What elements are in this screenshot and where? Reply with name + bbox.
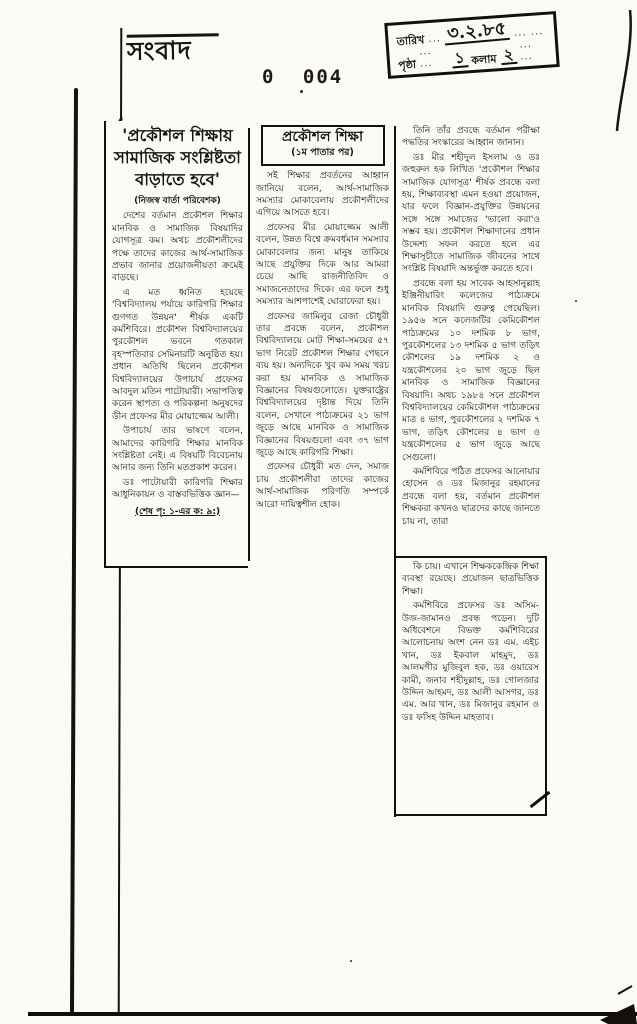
- column-3-body: [402, 125, 540, 528]
- page-bottom-edge: [28, 1012, 637, 1016]
- paragraph: প্রফেসর জামিলুর রেজা চৌধুরী তার প্রবন্ধে বলেন, প্রকৌশল বিশ্ববিদ্যালয়ে মোট শিক্ষা-সময়ের ৫৭ ভাগ নিরেট প্রকৌশল শিক্ষার পেছনে ব্যয় হয়। অন্যদিকে খুব কম সময় খরচ করা হয় মানবিক ও সামাজিক বিজ্ঞানের বিষয়গুলোতে। যুক্তরাষ্ট্রের বিশ্ববিদ্যালয়ের দৃষ্টান্ত দিয়ে তিনি বলেন, সেখানে পাঠ্যক্রমের ২১ ভাগ জুড়ে আছে মানবিক ও সামাজিক বিজ্ঞানের বিষয়গুলো এবং ৩৭ ভাগ জুড়ে আছে কারিগরি শিক্ষা।: [256, 311, 389, 459]
- date-label: তারিখ: [396, 33, 425, 49]
- dotted-leader: ... ...: [519, 38, 534, 63]
- column-divider-rule: [248, 128, 250, 561]
- jump-head-title: প্রকৌশল শিক্ষা: [281, 129, 364, 145]
- paragraph: এ মত ধ্বনিত হয়েছে 'বিশ্ববিদ্যালয় পর্যায়ে কারিগরি শিক্ষার গুণগত উন্নয়ন' শীর্ষক একটি কর্মশিবিরে। প্রকৌশল বিশ্ববিদ্যালয়ের পুরকৌশল ভবনে গতকাল বৃহস্পতিবার সেমিনারটি অনুষ্ঠিত হয়। প্রধান অতিথি ছিলেন প্রকৌশল বিশ্ববিদ্যালয়ের উপাচার্য প্রফেসর আবদুল মতিন পাটোয়ারী। সভাপতিত্ব করেন স্থাপত্য ও পরিকল্পনা অনুষদের ডীন প্রফেসর মীর মোয়াজ্জেম আলী।: [112, 287, 243, 422]
- paragraph: কর্মশিবিরে প্রফেসর ডঃ অসিম-উজ-জামানও প্রবন্ধ পড়েন। দুটি অধিবেশনে বিভক্ত কর্মশিবিরের আলোচনায় অংশ নেন ডঃ এম. এইচ খান, ডঃ ইকবাল মাহমুদ, ডঃ আলমগীর মুজিবুল হক, ডঃ ওয়ারেস কামী, জনাব শহীদুল্লাহ, ডঃ গোলজার উদ্দিন আহমদ, ডঃ আলী আসগর, ডঃ এম. আর খান, ডঃ মিজানুর রহমান ও ডঃ ফসিহ উদ্দিন মাহতাব।: [402, 601, 539, 723]
- date-stamp-box: [384, 11, 559, 79]
- serial-number-stamp: 0 004: [262, 66, 344, 88]
- page-label: পৃষ্ঠা: [397, 57, 417, 72]
- jump-head-box: [261, 125, 385, 166]
- scan-speck: [575, 300, 577, 302]
- dotted-leader: ... ...: [418, 45, 433, 70]
- paragraph: ডঃ মীর শহীদুল ইসলাম ও ডঃ জহুরুল হক লিখিত 'প্রকৌশল শিক্ষার সামাজিক যোগসূত্র' শীর্ষক প্রবন্ধে বলা হয়, শিক্ষাব্যবস্থা এমন হওয়া প্রয়োজন, যার ফলে বিজ্ঞান-প্রযুক্তির উন্নয়নের সঙ্গে সঙ্গে সমাজের 'ভালো করা'ও সম্ভব হয়। প্রকৌশল শিক্ষাদানের প্রধান উদ্দেশ্য সফল করতে হলে এর শিক্ষাসূচীতে সামাজিক জীবনের সাথে সংশ্লিষ্ট বিষয়াদি অন্তর্ভুক্ত করতে হবে।: [402, 152, 540, 275]
- column-value-handwritten: ২: [500, 47, 517, 65]
- clipping-column-2: [252, 123, 393, 563]
- column-1-body: [112, 210, 243, 501]
- paragraph: সই শিক্ষার প্রবর্তনের আহ্বান জানিয়ে বলেন, আর্থ-সামাজিক সমস্যার মোকাবেলায় প্রকৌশলীদের এগিয়ে আসতে হবে।: [256, 171, 389, 219]
- clipping-column-3: [398, 123, 544, 556]
- clipping-boxed-section: [394, 556, 547, 816]
- dotted-leader: ...: [428, 33, 442, 46]
- paragraph: প্রবন্ধে বলা হয় সাবেক আহসানুল্লাহ ইঞ্জিনীয়ারিং কলেজের পাঠ্যক্রমে মানবিক বিষয়াদি গুরুত্ব পেয়েছিল। ১৯৫৬ সনে কলেজটির কেমিকৌশল পাঠ্যক্রমের ১০ দশমিক ৮ ভাগ, পুরকৌশলের ১৩ দশমিক ৫ ভাগ তড়িৎ কৌশলের ১৯ দশমিক ২ ও যন্ত্রকৌশলের ২০ ভাগ জুড়ে ছিল মানবিক ও সামাজিক বিজ্ঞানের বিষয়াদি। অথচ ১৯৮৪ সনে প্রকৌশল বিশ্ববিদ্যালয়ের কেমিকৌশল পাঠ্যক্রমের মাত্র ৪ ভাগ, পুরকৌশলের ২ দশমিক ৭ ভাগ, তড়িৎ কৌশলের ৪ ভাগ ও যন্ত্রকৌশলের ৫ ভাগ জুড়ে আছে সেগুলো।: [402, 278, 540, 463]
- date-value-handwritten: ৩.২.৮৫: [444, 20, 511, 46]
- paragraph: কি চায়। এখানে শিক্ষককেন্দ্রিক শিক্ষা ব্যবস্থা রয়েছে। প্রয়োজন ছাত্রভিত্তিক শিক্ষা।: [402, 562, 540, 597]
- paragraph: কর্মশিবিরে পঠিত প্রফেসর আনোয়ার হোসেন ও ডঃ মিজানুর রহমানের প্রবন্ধে বলা হয়, বর্তমান প্রকৌশল শিক্ষকরা কখনও ছাত্রদের কাছে জানতে চায় না, তারা: [402, 466, 540, 527]
- page-value-handwritten: ১: [451, 50, 468, 68]
- binding-crease-line: [70, 88, 78, 1015]
- paragraph: প্রফেসর চৌধুরী মত দেন, সমাজ চায় প্রকৌশলীরা তাদের কাজের আর্থ-সামাজিক পরিণতি সম্পর্কে আরো দায়িত্বশীল হোক।: [256, 462, 389, 510]
- paragraph: প্রফেসর মীর মোয়াজ্জেম আলী বলেন, উন্নত বিশ্বে ক্রমবর্ধমান সমস্যার মোকাবেলার জন্য মানুষ তাকিয়ে আছে প্রযুক্তির দিকে আর আমরা চেয়ে আছি রাজনীতিবিদ ও সমাজনেতাদের দিকে। এর ফলে শুধু সমস্যার আশপাশেই ঘোরাফেরা হয়।: [256, 222, 389, 308]
- scan-speck: [350, 960, 352, 962]
- paragraph: তিনি তাঁর প্রবন্ধে বর্তমান পরীক্ষা পদ্ধতির সংস্কারের আহ্বান জানান।: [402, 126, 540, 149]
- newspaper-name-handwritten: সংবাদ: [127, 33, 220, 65]
- corner-scan-mark: [598, 984, 637, 1024]
- scan-speck: [300, 90, 303, 93]
- clipping-column-1: [104, 121, 248, 568]
- continuation-note: (শেষ পৃ: ১-এর ক: ৯:): [134, 506, 221, 517]
- page-edge-curve: [600, 8, 637, 133]
- article-byline: (নিজস্ব বার্তা পরিবেশক): [134, 196, 221, 207]
- boxed-section-body: [402, 561, 539, 724]
- dotted-leader: ... ...: [513, 26, 544, 40]
- article-headline: 'প্রকৌশল শিক্ষায় সামাজিক সংশ্লিষ্টতা বাড়াতে হবে': [114, 126, 241, 189]
- paragraph: ডঃ পাটোয়ারী কারিগরি শিক্ষার আধুনিকায়ন ও বাস্তবভিত্তিক জ্ঞান—: [112, 477, 243, 501]
- column-label: কলাম: [470, 52, 497, 67]
- column-2-body: [256, 170, 389, 511]
- paragraph: উপাচার্য তার ভাষণে বলেন, আমাদের কারিগরি শিক্ষার মানবিক সংশ্লিষ্টতা নেই। এ বিষয়টি বিবেচনায় আনার জন্য তিনি মতপ্রকাশ করেন।: [112, 426, 243, 474]
- jump-head-subtitle: (১ম পাতার পর): [291, 147, 354, 159]
- paragraph: দেশের বর্তমান প্রকৌশল শিক্ষার মানবিক ও সামাজিক বিষয়াদির যোগসূত্র কম। অথচ প্রকৌশলীদের পক্ষে তাদের কাজের আর্থ-সামাজিক প্রভাব জানার প্রয়োজনীয়তা ক্রমেই বাড়ছে।: [112, 211, 243, 284]
